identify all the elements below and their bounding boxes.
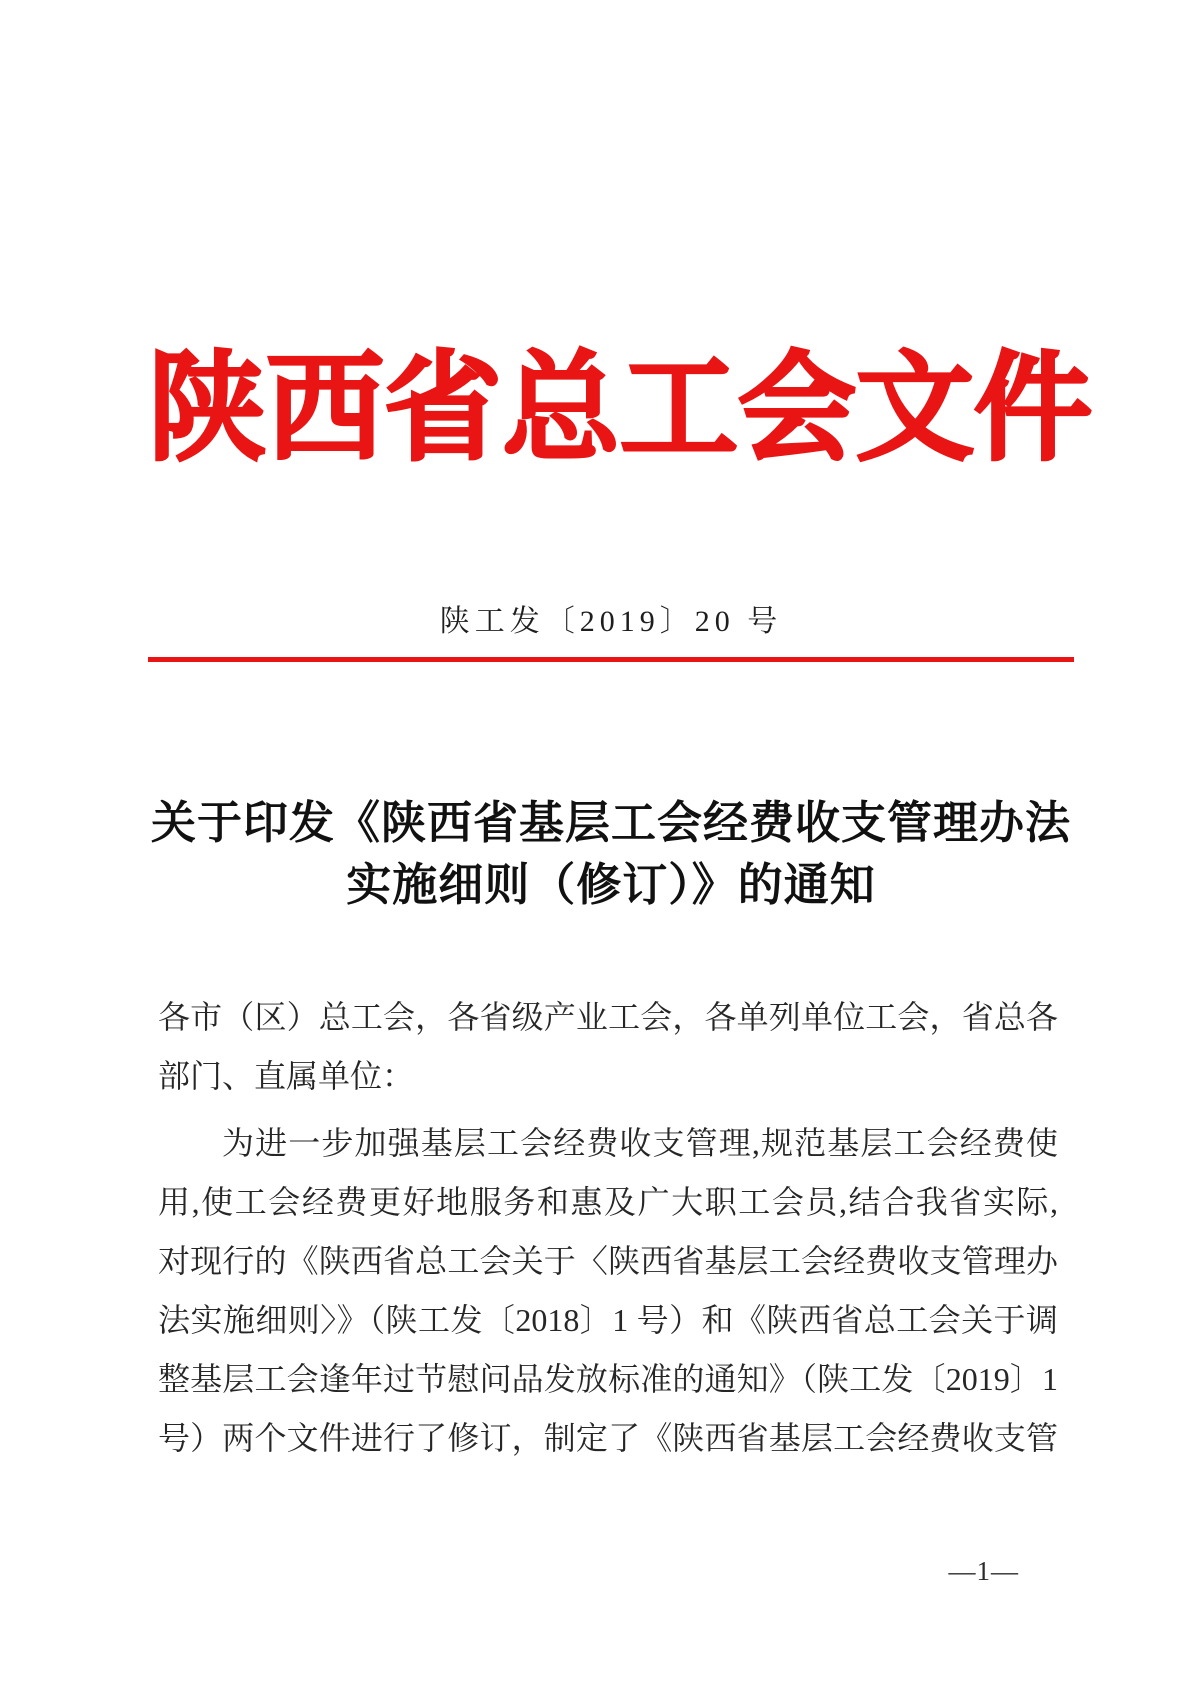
salutation-line: 各市（区）总工会，各省级产业工会，各单列单位工会，省总各: [158, 999, 1058, 1035]
paragraph-line: 用,使工会经费更好地服务和惠及广大职工会员,结合我省实际,: [158, 1184, 1058, 1220]
notice-title: [148, 792, 1074, 916]
paragraph: [158, 1114, 1058, 1468]
page-number: —1—: [948, 1556, 1019, 1586]
salutation-line: 部门、直属单位：: [158, 1058, 415, 1094]
paragraph-line: 对现行的《陕西省总工会关于〈陕西省基层工会经费收支管理办: [158, 1243, 1058, 1279]
red-header-title: 陕西省总工会文件: [148, 344, 1093, 475]
notice-title-line2: 实施细则（修订）》的通知: [346, 860, 876, 910]
paragraph-line: 法实施细则〉》（陕工发〔2018〕1 号）和《陕西省总工会关于调: [158, 1302, 1058, 1338]
document-content: [148, 0, 1093, 1696]
paragraph-line: 整基层工会逢年过节慰问品发放标准的通知》（陕工发〔2019〕1: [158, 1361, 1058, 1397]
paragraph-line: 为进一步加强基层工会经费收支管理,规范基层工会经费使: [222, 1125, 1058, 1161]
paragraph-line: 号）两个文件进行了修订，制定了《陕西省基层工会经费收支管: [158, 1420, 1058, 1456]
salutation: [158, 988, 1058, 1106]
body-text: [158, 988, 1058, 1468]
notice-title-line1: 关于印发《陕西省基层工会经费收支管理办法: [150, 798, 1071, 848]
document-number: 陕工发〔2019〕20 号: [439, 605, 783, 638]
red-separator-line: [148, 657, 1074, 662]
